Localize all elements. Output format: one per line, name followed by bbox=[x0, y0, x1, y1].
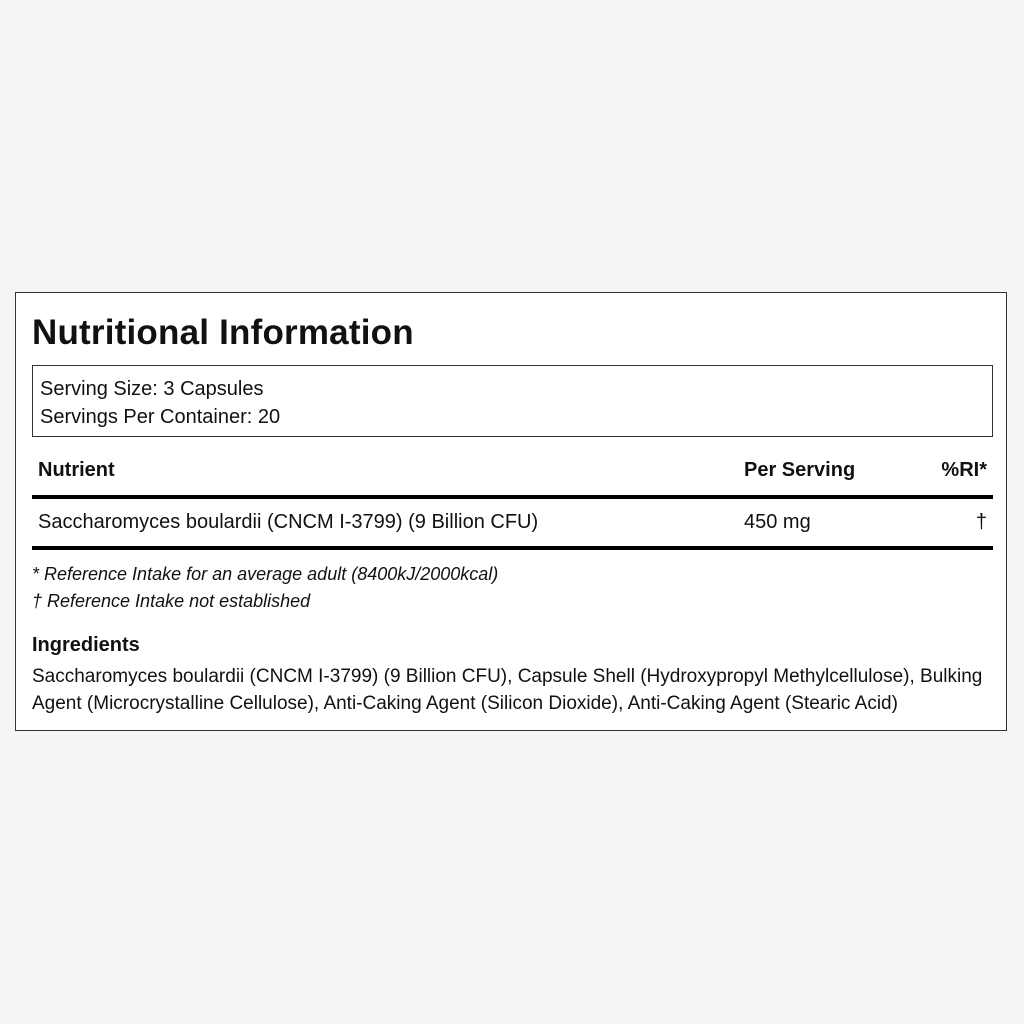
table-header-row bbox=[32, 449, 993, 497]
footnotes bbox=[32, 561, 498, 615]
nutrient-name-cell: Saccharomyces boulardii (CNCM I-3799) (9 Billion CFU) bbox=[32, 497, 738, 548]
nutrition-label-panel bbox=[15, 292, 1007, 731]
column-header-per-serving: Per Serving bbox=[738, 449, 924, 497]
column-header-nutrient: Nutrient bbox=[32, 449, 738, 497]
nutrient-table bbox=[32, 449, 993, 550]
column-header-ri: %RI* bbox=[924, 449, 993, 497]
ingredients-text: Saccharomyces boulardii (CNCM I-3799) (9 Billion CFU), Capsule Shell (Hydroxypropyl Methylcellulose), Bulking Agent (Microcrystalline Cellulose), Anti-Caking Agent (Silicon Dioxide), Anti-Caking Agent (Stearic Acid) bbox=[32, 666, 983, 714]
ri-cell: † bbox=[924, 497, 993, 548]
serving-info-box bbox=[32, 365, 993, 437]
table-row bbox=[32, 497, 993, 548]
serving-size: Serving Size: 3 Capsules bbox=[40, 378, 264, 400]
servings-per-container: Servings Per Container: 20 bbox=[40, 406, 281, 428]
label-title: Nutritional Information bbox=[32, 313, 414, 352]
footnote-reference-intake: * Reference Intake for an average adult (8400kJ/2000kcal) bbox=[32, 564, 499, 584]
ingredients-heading: Ingredients bbox=[32, 634, 140, 656]
footnote-not-established: † Reference Intake not established bbox=[32, 591, 311, 611]
per-serving-cell: 450 mg bbox=[738, 497, 924, 548]
